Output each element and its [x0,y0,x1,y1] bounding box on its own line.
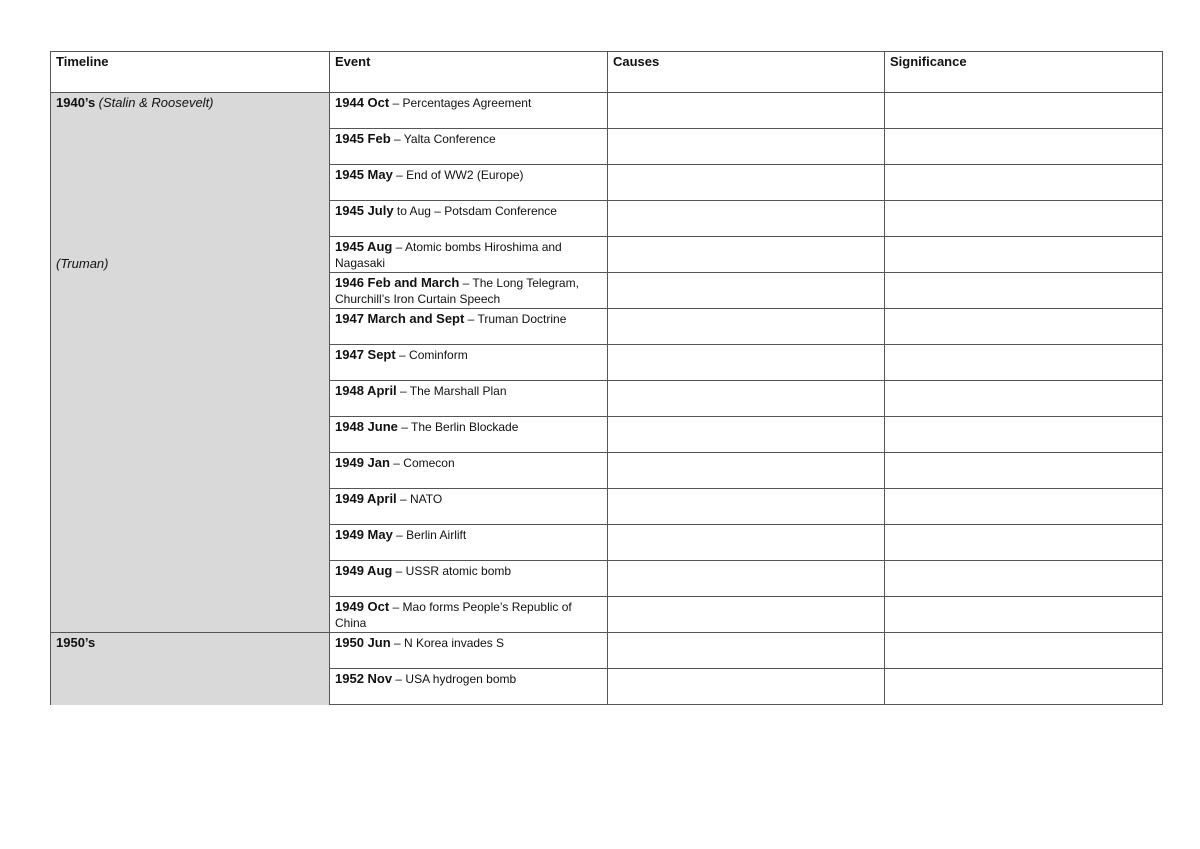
significance-cell[interactable] [885,669,1163,705]
event-text: – Yalta Conference [390,132,496,146]
leaders-1940s: (Stalin & Roosevelt) [98,95,214,110]
event-text: – Berlin Airlift [392,528,467,542]
header-timeline: Timeline [51,52,330,93]
event-date: 1945 July [335,203,394,218]
significance-cell[interactable] [885,345,1163,381]
significance-cell[interactable] [885,129,1163,165]
table-row [51,93,1163,129]
event-cell [330,597,608,633]
event-text: – The Marshall Plan [396,384,507,398]
event-date: 1949 Oct [335,599,390,614]
event-cell [330,561,608,597]
event-text: – The Long Telegram, Churchill’s Iron Curtain Speech [335,276,579,306]
decade-1950s: 1950’s [56,635,96,650]
leader-truman: (Truman) [56,256,109,271]
event-cell [330,165,608,201]
event-cell [330,93,608,129]
event-cell [330,417,608,453]
decade-1940s: 1940’s [56,95,96,110]
event-date: 1949 May [335,527,393,542]
event-cell [330,669,608,705]
significance-cell[interactable] [885,237,1163,273]
significance-cell[interactable] [885,489,1163,525]
event-text: – Percentages Agreement [389,96,532,110]
significance-cell[interactable] [885,381,1163,417]
event-date: 1948 June [335,419,398,434]
event-text: – Atomic bombs Hiroshima and Nagasaki [335,240,562,270]
event-cell [330,525,608,561]
header-row [51,52,1163,93]
causes-cell[interactable] [608,129,885,165]
event-date: 1945 Aug [335,239,393,254]
event-text: – Mao forms People’s Republic of China [335,600,572,630]
event-date: 1944 Oct [335,95,390,110]
event-text: to Aug – Potsdam Conference [393,204,557,218]
event-text: – USSR atomic bomb [392,564,512,578]
event-cell [330,273,608,309]
event-date: 1948 April [335,383,397,398]
causes-cell[interactable] [608,453,885,489]
event-cell [330,201,608,237]
event-date: 1945 May [335,167,393,182]
causes-cell[interactable] [608,417,885,453]
causes-cell[interactable] [608,165,885,201]
timeline-1940s-cell [51,93,330,633]
event-date: 1947 Sept [335,347,396,362]
significance-cell[interactable] [885,417,1163,453]
causes-cell[interactable] [608,561,885,597]
causes-cell[interactable] [608,633,885,669]
event-cell [330,345,608,381]
event-date: 1947 March and Sept [335,311,465,326]
causes-cell[interactable] [608,489,885,525]
significance-cell[interactable] [885,453,1163,489]
event-cell [330,489,608,525]
header-causes: Causes [608,52,885,93]
event-text: – N Korea invades S [390,636,505,650]
event-cell [330,309,608,345]
event-date: 1952 Nov [335,671,393,686]
event-text: – USA hydrogen bomb [392,672,517,686]
significance-cell[interactable] [885,597,1163,633]
event-date: 1946 Feb and March [335,275,460,290]
significance-cell[interactable] [885,309,1163,345]
event-cell [330,237,608,273]
significance-cell[interactable] [885,165,1163,201]
header-significance: Significance [885,52,1163,93]
event-cell [330,129,608,165]
header-event: Event [330,52,608,93]
event-text: – Cominform [395,348,468,362]
event-date: 1949 Aug [335,563,393,578]
causes-cell[interactable] [608,237,885,273]
timeline-1950s-cell [51,633,330,705]
causes-cell[interactable] [608,309,885,345]
timeline-table [50,51,1163,705]
event-date: 1949 April [335,491,397,506]
significance-cell[interactable] [885,93,1163,129]
event-text: – The Berlin Blockade [397,420,519,434]
significance-cell[interactable] [885,201,1163,237]
causes-cell[interactable] [608,345,885,381]
event-cell [330,453,608,489]
event-text: – End of WW2 (Europe) [392,168,524,182]
event-cell [330,381,608,417]
event-text: – Comecon [389,456,455,470]
event-date: 1949 Jan [335,455,390,470]
causes-cell[interactable] [608,669,885,705]
event-text: – NATO [396,492,443,506]
causes-cell[interactable] [608,597,885,633]
event-date: 1945 Feb [335,131,391,146]
causes-cell[interactable] [608,93,885,129]
causes-cell[interactable] [608,525,885,561]
event-date: 1950 Jun [335,635,391,650]
significance-cell[interactable] [885,273,1163,309]
causes-cell[interactable] [608,201,885,237]
causes-cell[interactable] [608,273,885,309]
significance-cell[interactable] [885,633,1163,669]
causes-cell[interactable] [608,381,885,417]
table-row [51,633,1163,669]
significance-cell[interactable] [885,525,1163,561]
event-text: – Truman Doctrine [464,312,567,326]
event-cell [330,633,608,669]
significance-cell[interactable] [885,561,1163,597]
